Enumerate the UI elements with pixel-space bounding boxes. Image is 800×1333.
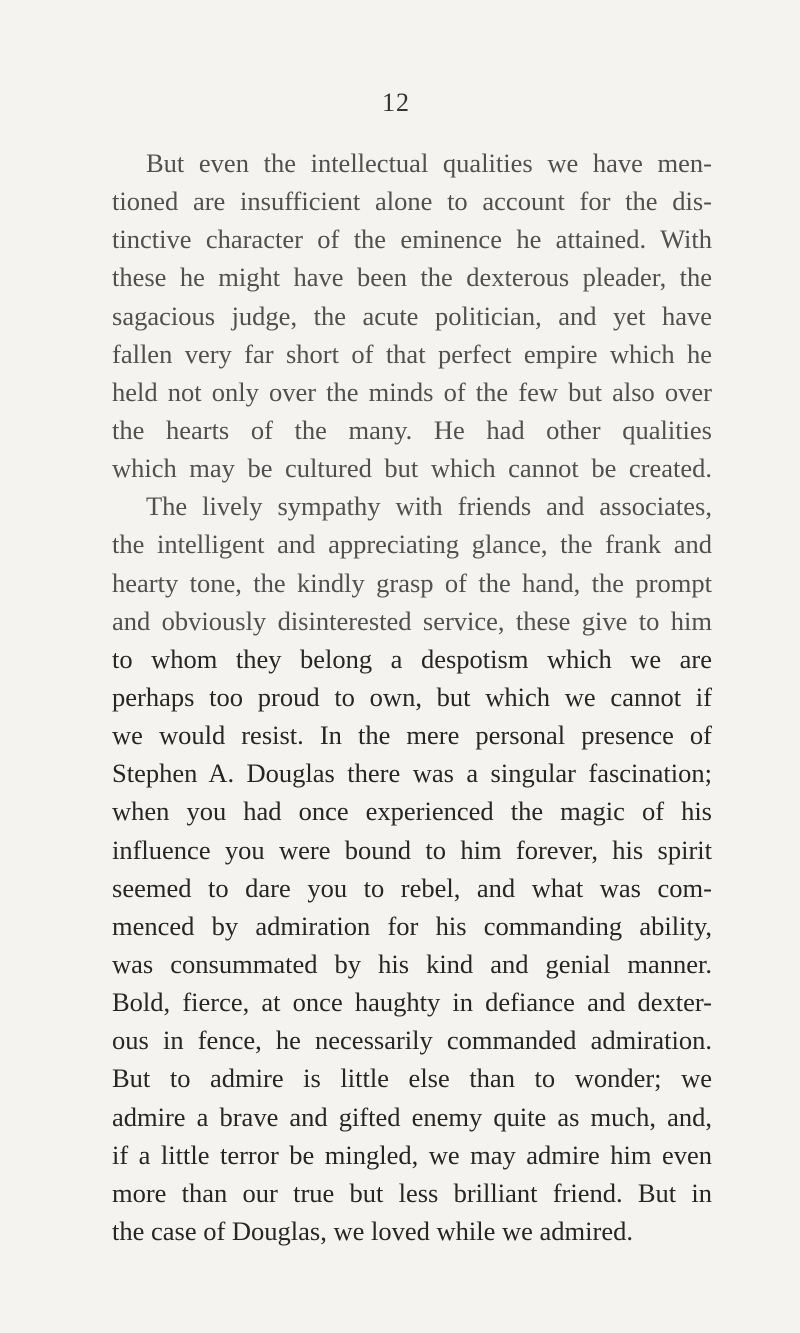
text-line: But even the intellectual qualities we have men- <box>146 148 712 178</box>
text-line: more than our true but less brilliant friend. But in <box>112 1177 712 1208</box>
text-line: menced by admiration for his commanding ability, <box>112 910 712 941</box>
text-line: if a little terror be mingled, we may admire him even <box>112 1139 712 1170</box>
text-line: ous in fence, he necessarily commanded admiration. <box>112 1025 712 1056</box>
page-number: 12 <box>382 88 410 117</box>
text-line: perhaps too proud to own, but which we cannot if <box>112 681 712 712</box>
text-line: was consummated by his kind and genial manner. <box>112 948 712 979</box>
text-line: sagacious judge, the acute politician, and yet have <box>112 300 712 331</box>
text-line: hearty tone, the kindly grasp of the hand, the prompt <box>112 567 712 598</box>
text-line: and obviously disinterested service, these give to him <box>112 605 712 636</box>
text-line: Bold, fierce, at once haughty in defiance and dexter- <box>112 987 712 1018</box>
text-line: which may be cultured but which cannot be created. <box>112 453 712 484</box>
text-line: the hearts of the many. He had other qualities <box>112 414 712 445</box>
text-line: But to admire is little else than to wonder; we <box>112 1063 712 1094</box>
text-line: fallen very far short of that perfect empire which he <box>112 338 712 369</box>
text-line: these he might have been the dexterous pleader, the <box>112 262 712 293</box>
text-line: admire a brave and gifted enemy quite as much, and, <box>112 1101 712 1132</box>
text-line: tinctive character of the eminence he attained. With <box>112 224 712 255</box>
body-paragraph <box>112 144 712 1250</box>
text-line: Stephen A. Douglas there was a singular fascination; <box>112 758 712 789</box>
text-line: when you had once experienced the magic of his <box>112 796 712 827</box>
text-line: seemed to dare you to rebel, and what was com- <box>112 872 712 903</box>
text-line: The lively sympathy with friends and associates, <box>146 491 712 522</box>
text-line: we would resist. In the mere personal presence of <box>112 720 712 751</box>
text-line: influence you were bound to him forever, his spirit <box>112 834 712 865</box>
text-line: held not only over the minds of the few but also over <box>112 376 712 407</box>
text-line: the case of Douglas, we loved while we admired. <box>112 1215 633 1246</box>
text-line: tioned are insufficient alone to account for the dis- <box>112 186 712 217</box>
text-line: the intelligent and appreciating glance, the frank and <box>112 529 712 560</box>
text-line: to whom they belong a despotism which we are <box>112 643 712 674</box>
